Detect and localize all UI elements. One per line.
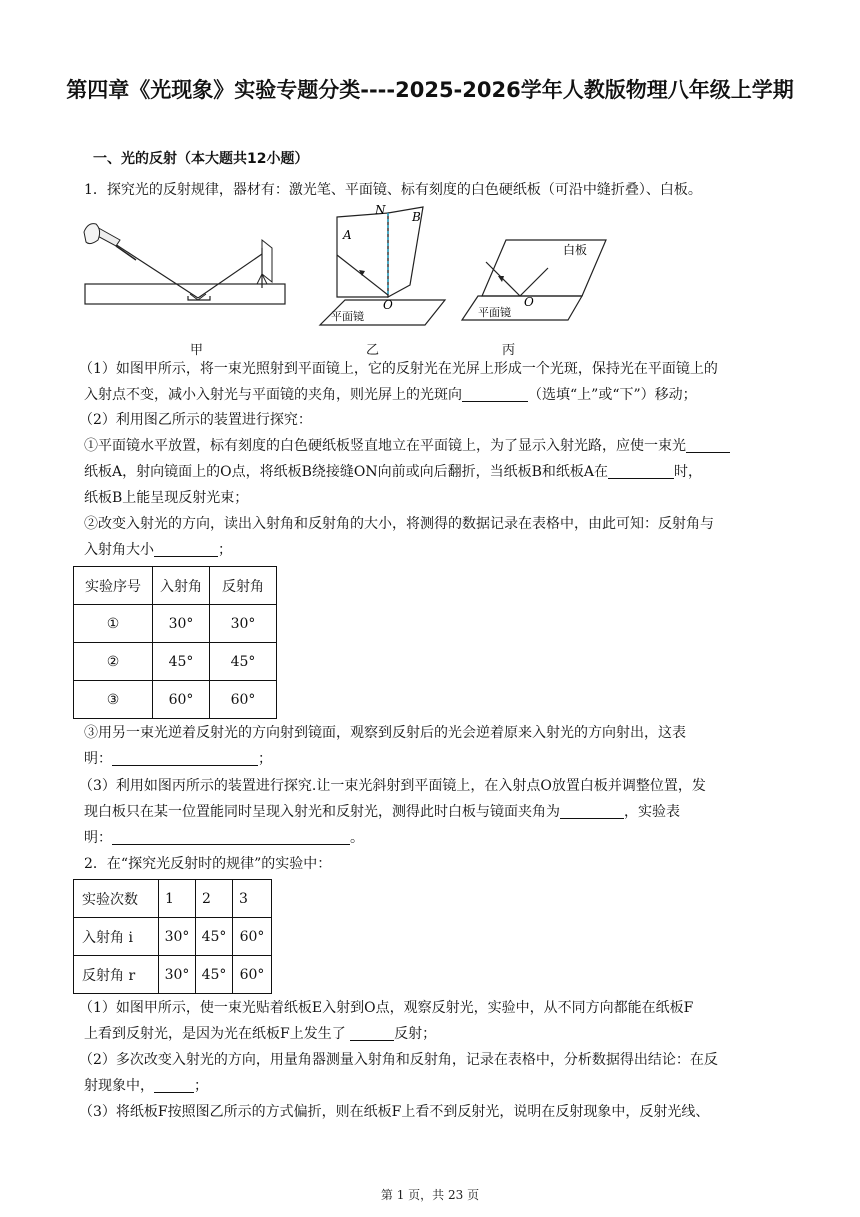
- q1-p4b: 入射角大小 ；: [84, 542, 232, 558]
- q2-p3: （3）将纸板F按照图乙所示的方式偏折，则在纸板F上看不到反射光，说明在反射现象中，反射光线、: [79, 1104, 710, 1120]
- caption-bing: 丙: [502, 343, 516, 358]
- figure-yi: [315, 205, 455, 330]
- label-O2: O: [524, 295, 534, 309]
- table-row: ① 30° 30°: [74, 605, 277, 643]
- q1-p3a: ①平面镜水平放置，标有刻度的白色硬纸板竖直地立在平面镜上，为了显示入射光路，应使一束光: [84, 434, 784, 458]
- answer-blank: [560, 802, 624, 819]
- answer-blank: [112, 828, 350, 845]
- table-row: ③ 60° 60°: [74, 681, 277, 719]
- page-title: 第四章《光现象》实验专题分类----2025-2026学年人教版物理八年级上学期: [66, 78, 794, 102]
- figure-jia: [80, 218, 290, 318]
- page-footer: 第 1 页，共 23 页: [380, 1188, 480, 1202]
- table-row: 入射角 i 30° 45° 60°: [74, 918, 272, 956]
- q2-p2a: （2）多次改变入射光的方向，用量角器测量入射角和反射角，记录在表格中，分析数据得出结论：在反: [79, 1052, 718, 1068]
- label-mirror: 平面镜: [331, 310, 364, 323]
- table-header-row: 实验序号 入射角 反射角: [74, 567, 277, 605]
- q1-p5a: ③用另一束光逆着反射光的方向射到镜面，观察到反射后的光会逆着原来入射光的方向射出，这表: [84, 725, 686, 741]
- label-mirror2: 平面镜: [478, 306, 511, 319]
- caption-jia: 甲: [190, 343, 204, 358]
- q2-stem: 2．在“探究光反射时的规律”的实验中：: [84, 856, 332, 872]
- q1-p4a: ②改变入射光的方向，读出入射角和反射角的大小，将测得的数据记录在表格中，由此可知：反射角与: [84, 516, 714, 532]
- q1-p6a: （3）利用如图丙所示的装置进行探究.让一束光斜射到平面镜上，在入射点O放置白板并调整位置，发: [79, 778, 706, 794]
- answer-blank: [112, 749, 258, 766]
- q2-p2b: 射现象中， ；: [84, 1078, 208, 1094]
- q1-p3b: 纸板A，射向镜面上的O点，将纸板B绕接缝ON向前或向后翻折，当纸板B和纸板A在 时，: [84, 464, 702, 480]
- q1-p5b: 明： ；: [84, 751, 272, 767]
- answer-blank: [608, 462, 674, 479]
- label-A: A: [343, 228, 352, 242]
- figure-bing: [458, 232, 608, 327]
- answer-blank: [154, 1076, 194, 1093]
- q1-p6b: 现白板只在某一位置能同时呈现入射光和反射光，测得此时白板与镜面夹角为 ，实验表: [84, 804, 680, 820]
- label-O: O: [383, 298, 393, 312]
- q2-p1b: 上看到反射光，是因为光在纸板F上发生了 反射；: [84, 1026, 437, 1042]
- q1-p3c: 纸板B上能呈现反射光束；: [84, 490, 249, 506]
- q2-p1a: （1）如图甲所示，使一束光贴着纸板E入射到O点，观察反射光，实验中，从不同方向都能在纸板F: [79, 1000, 694, 1016]
- answer-blank: [350, 1024, 394, 1041]
- q1-p6c: 明： 。: [84, 830, 364, 846]
- section-heading: 一、光的反射（本大题共12小题）: [93, 151, 309, 167]
- q1-p1b: 入射点不变，减小入射光与平面镜的夹角，则光屏上的光斑向 （选填“上”或“下”）移动；: [84, 387, 697, 403]
- answer-blank: [154, 540, 218, 557]
- table-row: 反射角 r 30° 45° 60°: [74, 956, 272, 994]
- q1-stem: 1．探究光的反射规律，器材有：激光笔、平面镜、标有刻度的白色硬纸板（可沿中缝折叠）、白板。: [84, 182, 702, 198]
- table-row: 实验次数 1 2 3: [74, 880, 272, 918]
- caption-yi: 乙: [366, 343, 380, 358]
- q1-data-table: [73, 566, 277, 719]
- answer-blank: [686, 436, 730, 453]
- label-B: B: [412, 210, 421, 224]
- answer-blank: [462, 385, 528, 402]
- q2-data-table: [73, 879, 272, 994]
- label-N: N: [375, 205, 386, 217]
- label-whiteboard: 白板: [563, 243, 588, 257]
- q1-p1a: （1）如图甲所示，将一束光照射到平面镜上，它的反射光在光屏上形成一个光斑，保持光在平面镜上的: [79, 361, 718, 377]
- q1-p2: （2）利用图乙所示的装置进行探究：: [79, 412, 312, 428]
- table-row: ② 45° 45°: [74, 643, 277, 681]
